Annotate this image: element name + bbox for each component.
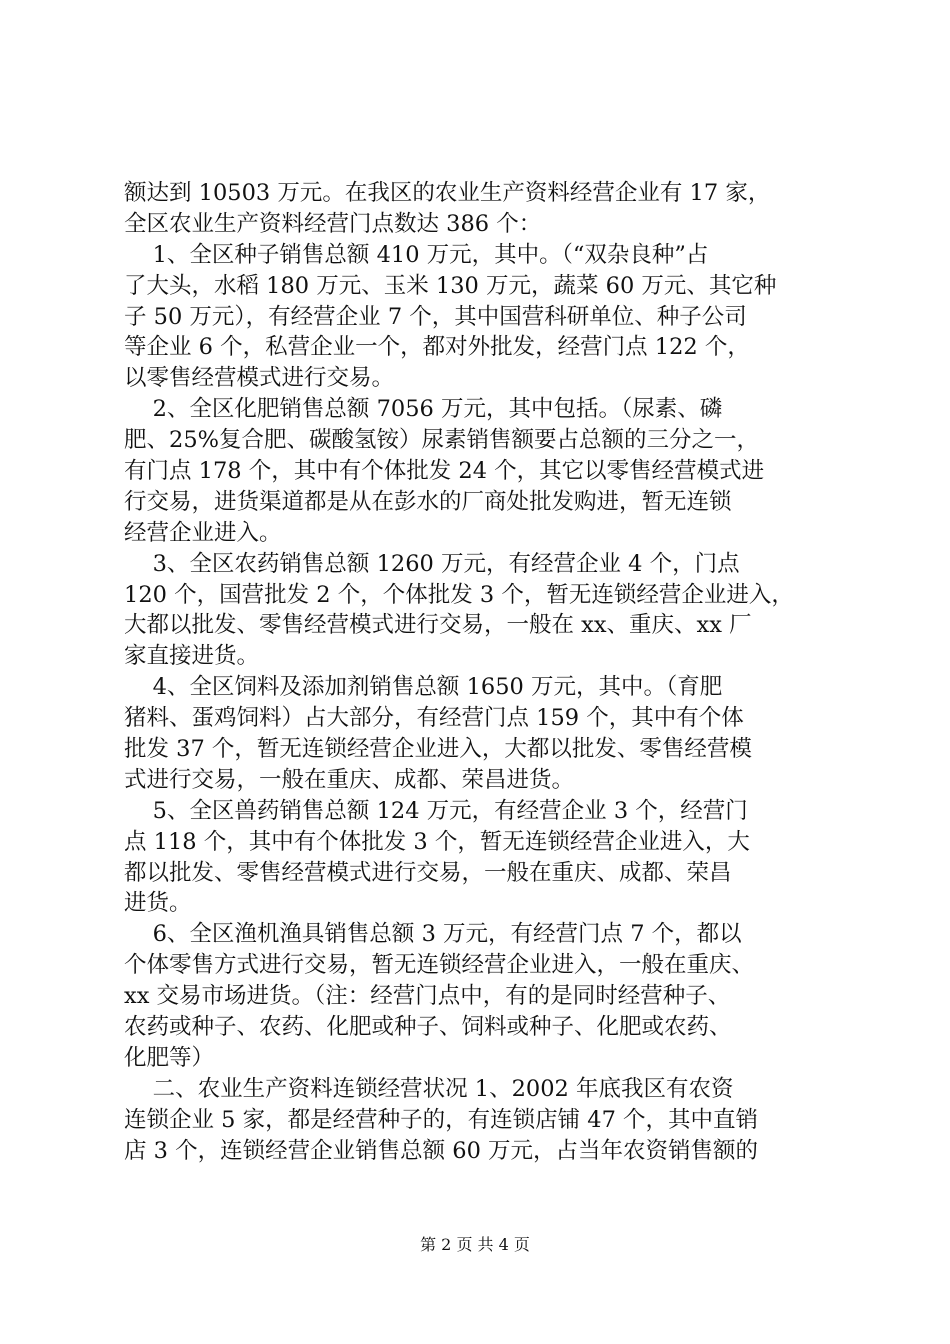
text-line: 二、农业生产资料连锁经营状况 1、2002 年底我区有农资 — [124, 1075, 734, 1102]
text-line: 子 50 万元），有经营企业 7 个，其中国营科研单位、种子公司 — [124, 303, 747, 330]
text-line: 都以批发、零售经营模式进行交易，一般在重庆、成都、荣昌 — [124, 859, 732, 886]
text-line: 大都以批发、零售经营模式进行交易，一般在 xx、重庆、xx 厂 — [124, 612, 752, 639]
text-line: 4、全区饲料及添加剂销售总额 1650 万元，其中。（育肥 — [124, 674, 723, 701]
text-line: 了大头，水稻 180 万元、玉米 130 万元，蔬菜 60 万元、其它种 — [124, 272, 777, 299]
text-line: 额达到 10503 万元。在我区的农业生产资料经营企业有 17 家， — [124, 180, 771, 206]
text-line: 式进行交易，一般在重庆、成都、荣昌进货。 — [124, 766, 575, 793]
body-text — [124, 178, 839, 1167]
text-line: 全区农业生产资料经营门点数达 386 个： — [124, 210, 542, 237]
text-line: 以零售经营模式进行交易。 — [124, 365, 395, 392]
text-line: 农药或种子、农药、化肥或种子、饲料或种子、化肥或农药、 — [124, 1014, 732, 1041]
text-line: 批发 37 个，暂无连锁经营企业进入，大都以批发、零售经营模 — [124, 736, 752, 763]
text-line: 等企业 6 个，私营企业一个，都对外批发，经营门点 122 个， — [124, 334, 750, 361]
text-line: 5、全区兽药销售总额 124 万元，有经营企业 3 个，经营门 — [124, 797, 748, 824]
text-line: 120 个，国营批发 2 个，个体批发 3 个，暂无连锁经营企业进入， — [124, 581, 794, 608]
text-line: 有门点 178 个，其中有个体批发 24 个，其它以零售经营模式进 — [124, 458, 765, 485]
text-line: 3、全区农药销售总额 1260 万元，有经营企业 4 个，门点 — [124, 550, 740, 577]
text-line: 6、全区渔机渔具销售总额 3 万元，有经营门点 7 个，都以 — [124, 921, 742, 948]
page-footer: 第 2 页 共 4 页 — [420, 1235, 530, 1254]
text-line: 点 118 个，其中有个体批发 3 个，暂无连锁经营企业进入，大 — [124, 828, 750, 855]
text-line: xx 交易市场进货。（注：经营门点中，有的是同时经营种子、 — [124, 983, 731, 1010]
text-line: 肥、25%复合肥、碳酸氢铵）尿素销售额要占总额的三分之一， — [124, 427, 760, 454]
text-line: 连锁企业 5 家，都是经营种子的，有连锁店铺 47 个，其中直销 — [124, 1106, 759, 1133]
text-line: 化肥等） — [124, 1044, 215, 1071]
text-line: 猪料、蛋鸡饲料）占大部分，有经营门点 159 个，其中有个体 — [124, 705, 744, 732]
text-line: 个体零售方式进行交易，暂无连锁经营企业进入，一般在重庆、 — [124, 952, 755, 979]
text-line: 行交易，进货渠道都是从在彭水的厂商处批发购进，暂无连锁 — [124, 488, 732, 515]
text-line: 进货。 — [124, 890, 192, 917]
text-line: 店 3 个，连锁经营企业销售总额 60 万元，占当年农资销售额的 — [124, 1137, 759, 1164]
text-line: 1、全区种子销售总额 410 万元，其中。（“双杂良种”占 — [124, 241, 709, 268]
text-line: 家直接进货。 — [124, 643, 260, 670]
text-line: 2、全区化肥销售总额 7056 万元，其中包括。（尿素、磷 — [124, 396, 723, 423]
text-line: 经营企业进入。 — [124, 519, 282, 546]
